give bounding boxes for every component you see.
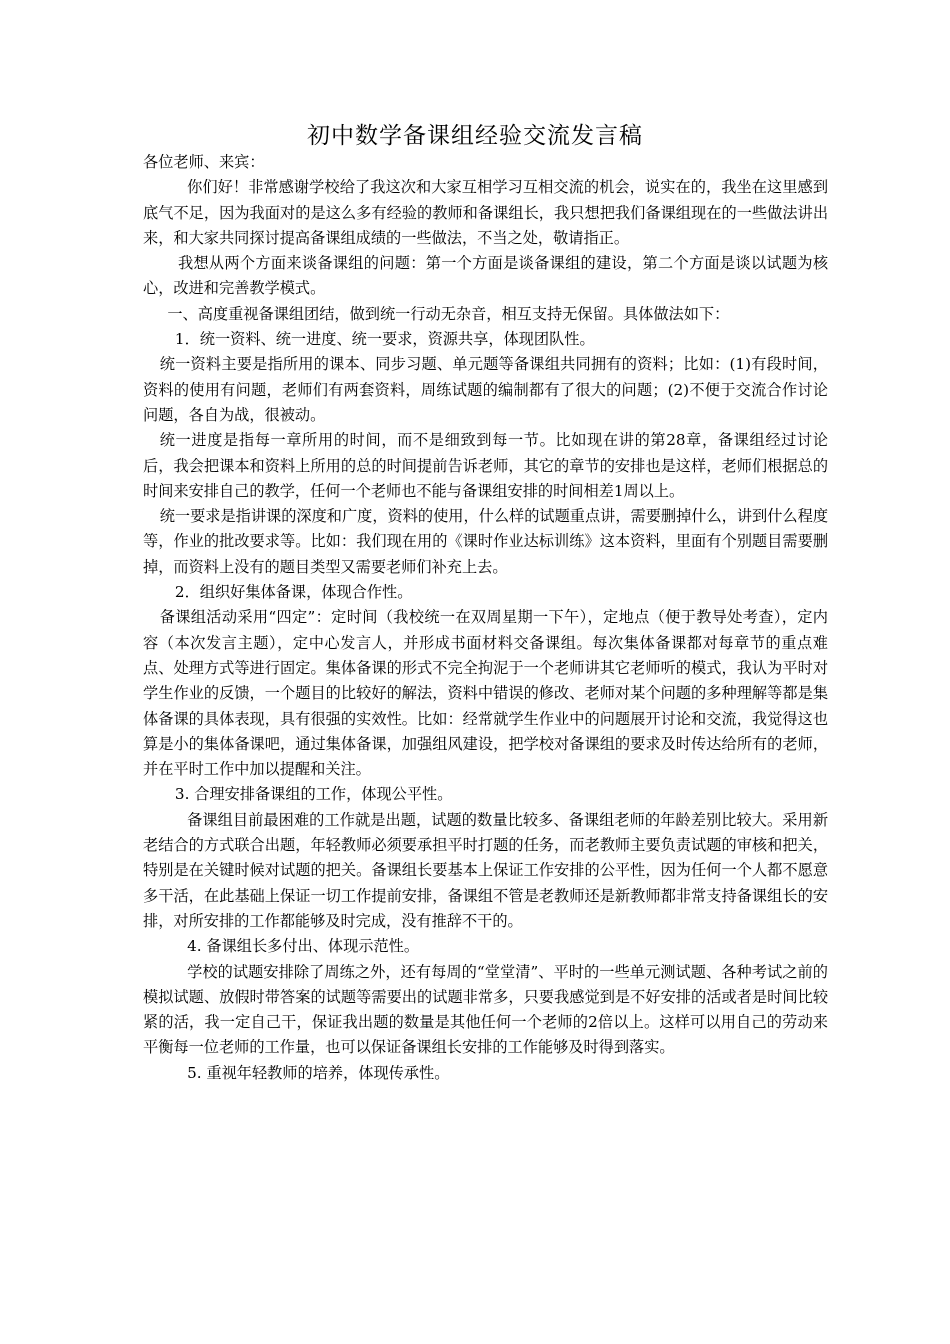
paragraph-overview: 我想从两个方面来谈备课组的问题：第一个方面是谈备课组的建设，第二个方面是谈以试题为核心，改进和完善教学模式。 [143,254,828,298]
greeting: 各位老师、来宾： [143,153,265,171]
paragraph-fairness: 备课组目前最困难的工作就是出题，试题的数量比较多、备课组老师的年龄差别比较大。采用新老结合的方式联合出题，年轻教师必须要承担平时打题的任务，而老教师主要负责试题的审核和把关，特别是在关键时候对试题的把关。备课组长要基本上保证工作安排的公平性，因为任何一个人都不愿意多干活，在此基础上保证一切工作提前安排，备课组不管是老教师还是新教师都非常支持备课组长的安排，对所安排的工作都能够及时完成，没有推辞不干的。 [143,810,828,930]
subheading-3: 3. 合理安排备课组的工作，体现公平性。 [174,785,453,804]
paragraph-requirements: 统一要求是指讲课的深度和广度，资料的使用，什么样的试题重点讲，需要删掉什么，讲到什么程度等，作业的批改要求等。比如：我们现在用的《课时作业达标训练》这本资料，里面有个别题目需要删掉，而资料上没有的题目类型又需要老师们补充上去。 [143,507,828,576]
paragraph-collective-prep: 备课组活动采用“四定”：定时间（我校统一在双周星期一下午），定地点（便于教导处考查），定内容（本次发言主题），定中心发言人，并形成书面材料交备课组。每次集体备课都对每章节的重点难点、处理方式等进行固定。集体备课的形式不完全拘泥于一个老师讲其它老师听的模式，我认为平时对学生作业的反馈，一个题目的比较好的解法，资料中错误的修改、老师对某个问题的多种理解等都是集体备课的具体表现，具有很强的实效性。比如：经常就学生作业中的问题展开讨论和交流，我觉得这也算是小的集体备课吧，通过集体备课，加强组风建设，把学校对备课组的要求及时传达给所有的老师，并在平时工作中加以提醒和关注。 [143,608,828,779]
subheading-2: 2．组织好集体备课，体现合作性。 [174,583,413,602]
subheading-5: 5. 重视年轻教师的培养，体现传承性。 [187,1063,450,1082]
paragraph-materials: 统一资料主要是指所用的课本、同步习题、单元题等备课组共同拥有的资料；比如：(1)有段时间，资料的使用有问题，老师们有两套资料，周练试题的编制都有了很大的问题；(2)不便于交流合作讨论问题，各自为战，很被动。 [143,355,828,424]
paragraph-leadership: 学校的试题安排除了周练之外，还有每周的“堂堂清”、平时的一些单元测试题、各种考试之前的模拟试题、放假时带答案的试题等需要出的试题非常多，只要我感觉到是不好安排的活或者是时间比较紧的活，我一定自己干，保证我出题的数量是其他任何一个老师的2倍以上。这样可以用自己的劳动来平衡每一位老师的工作量，也可以保证备课组长安排的工作能够及时得到落实。 [143,962,828,1057]
subheading-1: 1．统一资料、统一进度、统一要求，资源共享，体现团队性。 [174,330,595,349]
paragraph-intro: 你们好！非常感谢学校给了我这次和大家互相学习互相交流的机会，说实在的，我坐在这里感到底气不足，因为我面对的是这么多有经验的教师和备课组长，我只想把我们备课组现在的一些做法讲出来，和大家共同探讨提高备课组成绩的一些做法，不当之处，敬请指正。 [143,178,828,247]
subheading-4: 4. 备课组长多付出、体现示范性。 [187,937,420,956]
section-heading-1: 一、高度重视备课组团结，做到统一行动无杂音，相互支持无保留。具体做法如下： [167,304,730,323]
document-body [143,150,828,1086]
paragraph-progress: 统一进度是指每一章所用的时间，而不是细致到每一节。比如现在讲的第28章，备课组经过讨论后，我会把课本和资料上所用的总的时间提前告诉老师，其它的章节的安排也是这样，老师们根据总的时间来安排自己的教学，任何一个老师也不能与备课组安排的时间相差1周以上。 [143,431,828,500]
document-title: 初中数学备课组经验交流发言稿 [307,123,643,149]
